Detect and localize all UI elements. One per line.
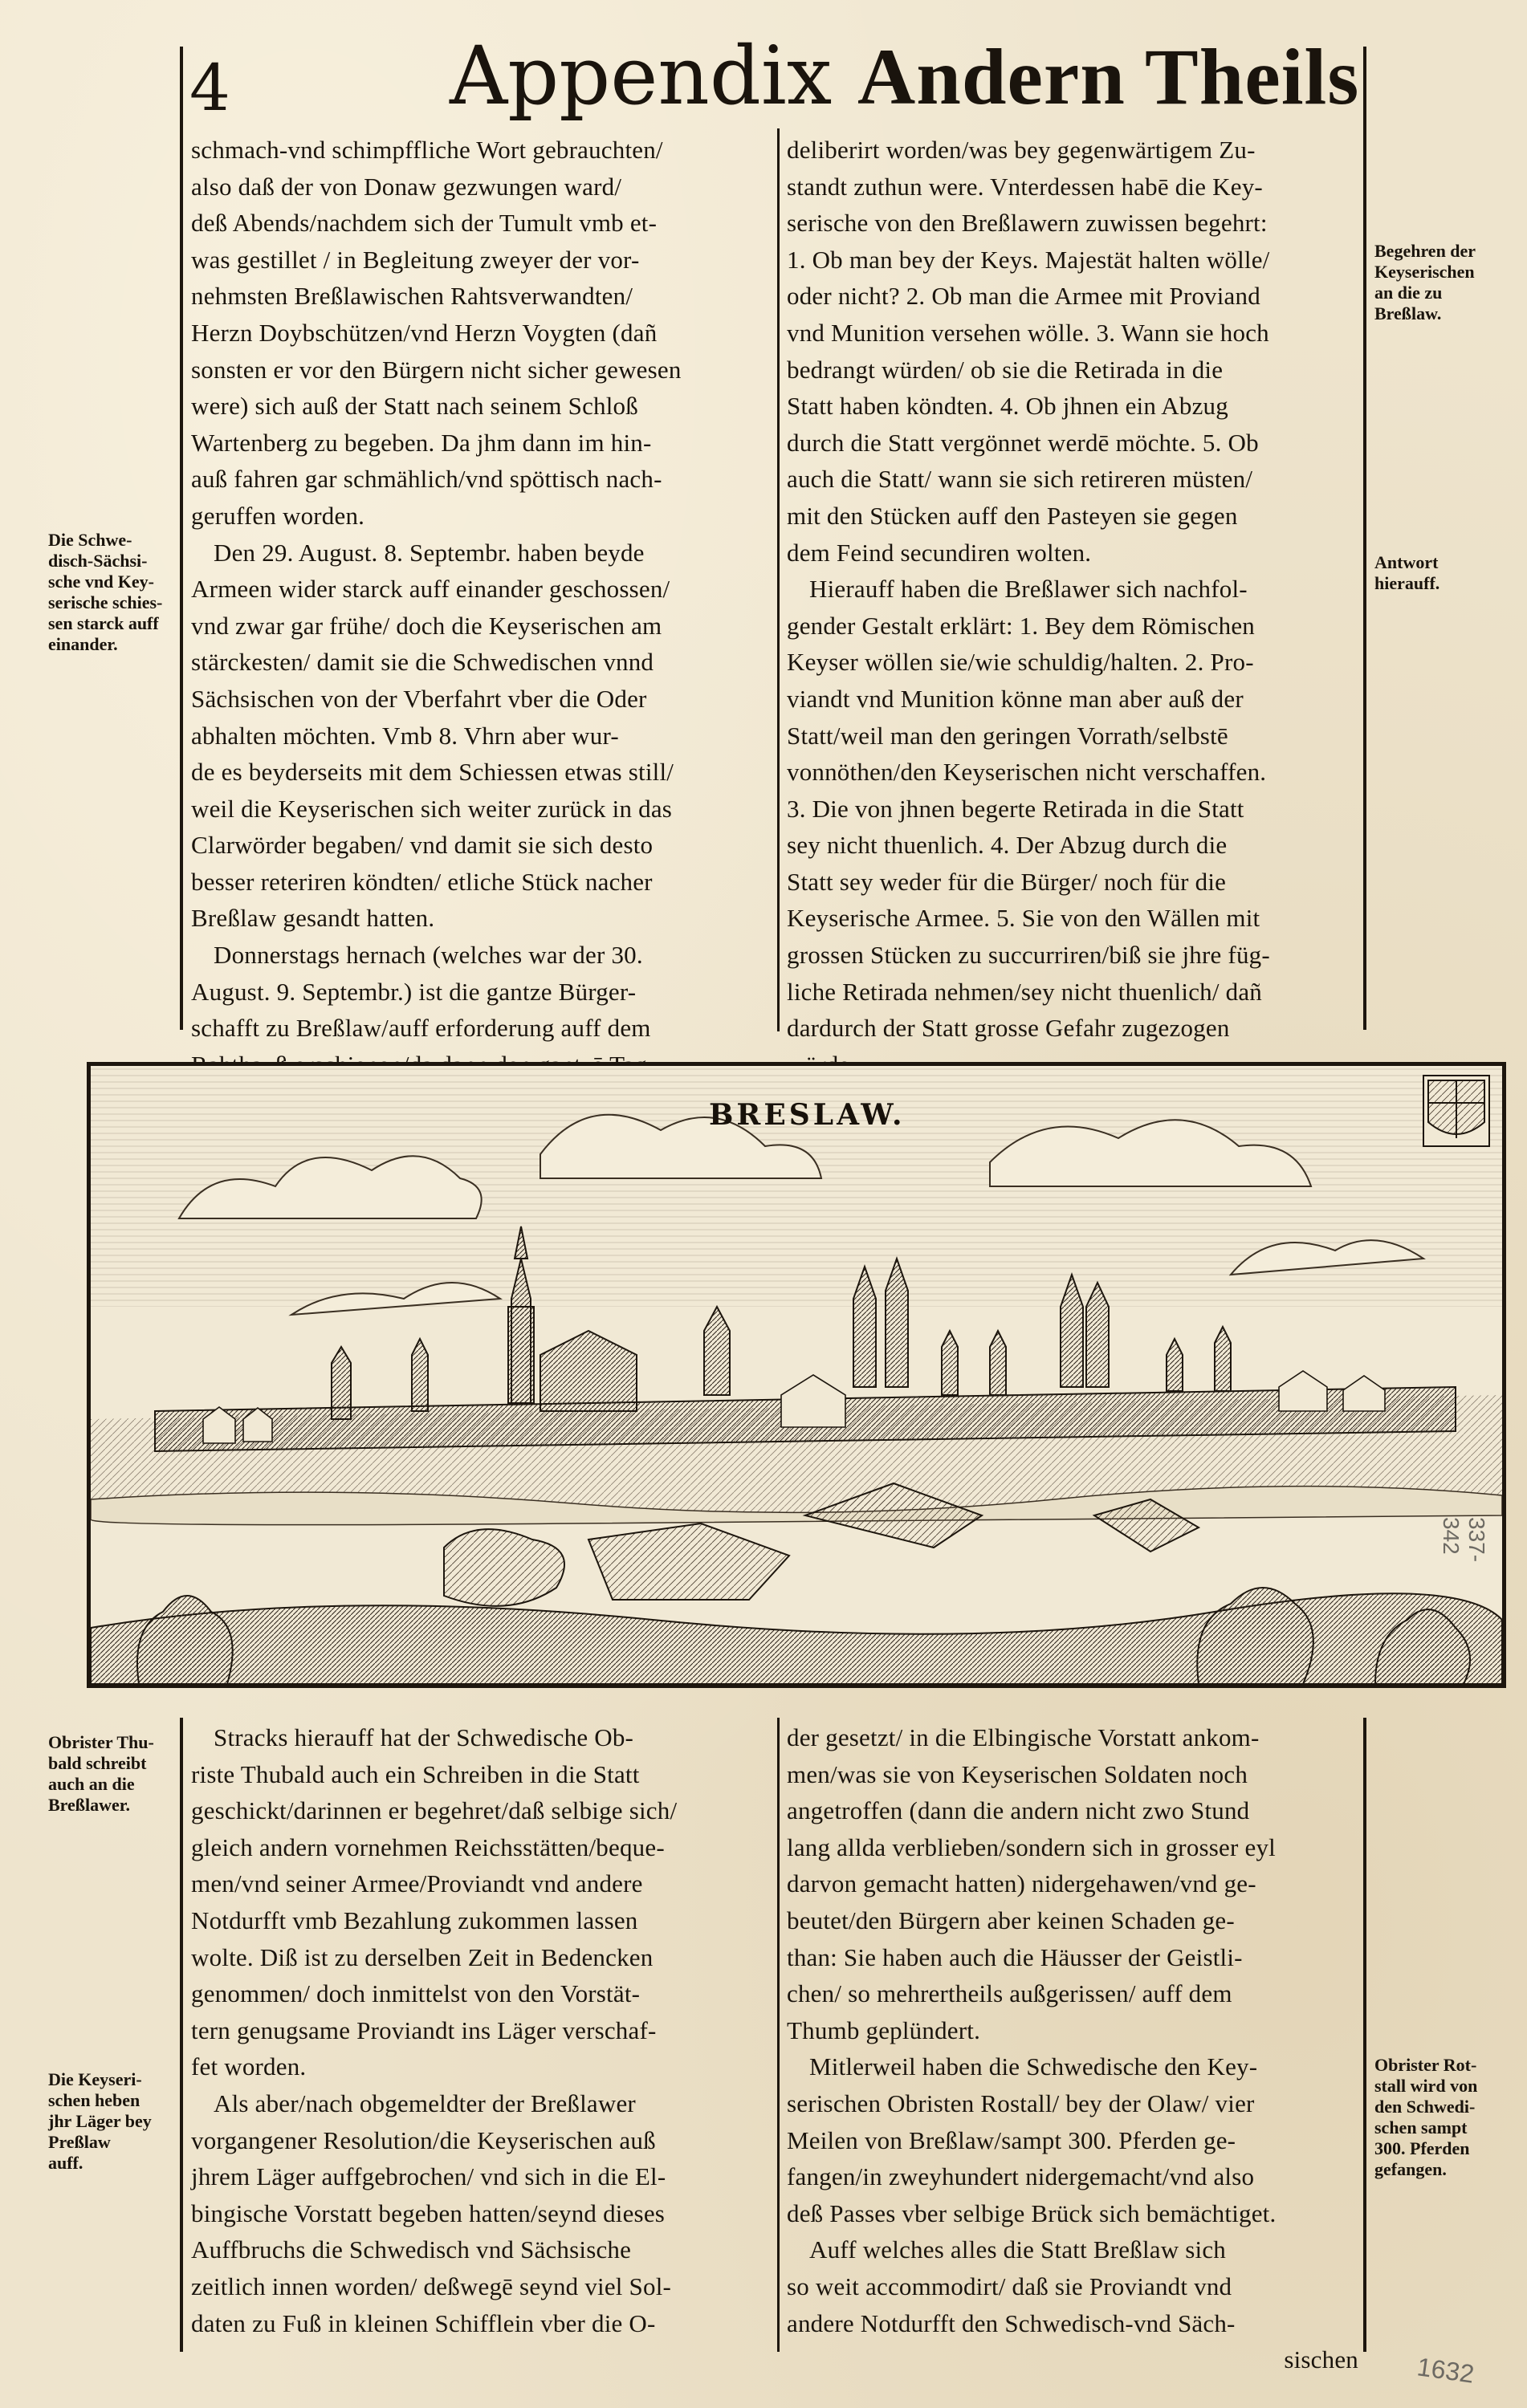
text-line: grossen Stücken zu succurriren/biß sie jhre füg-	[787, 941, 1270, 970]
text-line: Mitlerweil haben die Schwedische den Key-	[809, 2052, 1258, 2081]
text-line: Den 29. August. 8. Septembr. haben beyde	[214, 538, 645, 567]
text-line: daten zu Fuß in kleinen Schifflein vber die O-	[191, 2308, 656, 2337]
text-line: Als aber/nach obgemeldter der Breßlawer	[214, 2089, 636, 2117]
text-line: der gesetzt/ in die Elbingische Vorstatt ankom-	[787, 1723, 1260, 1751]
text-line: weil die Keyserischen sich weiter zurück in das	[191, 794, 673, 823]
text-line: nehmsten Breßlawischen Rahtsverwandten/	[191, 282, 633, 311]
text-line: men/was sie von Keyserischen Soldaten noch	[787, 1759, 1248, 1788]
text-line: Meilen von Breßlaw/sampt 300. Pferden ge-	[787, 2125, 1236, 2154]
text-line: Stracks hierauff hat der Schwedische Ob-	[214, 1723, 634, 1751]
note-line: Die Schwe-	[48, 530, 132, 550]
text-line: so weit accommodirt/ daß sie Proviandt vnd	[787, 2272, 1232, 2300]
note-line: Begehren der	[1374, 241, 1476, 261]
engraving-title: BRESLAW.	[709, 1098, 906, 1132]
text-line: Keyserische Armee. 5. Sie von den Wällen mit	[787, 904, 1260, 933]
note-line: Breßlawer.	[48, 1795, 131, 1815]
text-line: jhrem Läger auffgebrochen/ vnd sich in die El-	[191, 2162, 666, 2191]
note-line: hierauff.	[1374, 573, 1440, 593]
text-line: Statt haben köndten. 4. Ob jhnen ein Abzug	[787, 392, 1228, 421]
text-line: Hierauff haben die Breßlawer sich nachfol-	[809, 575, 1248, 604]
text-line: deß Passes vber selbige Brück sich bemächtiget.	[787, 2199, 1277, 2227]
margin-note-thubald	[48, 1732, 154, 1816]
text-line: oder nicht? 2. Ob man die Armee mit Proviand	[787, 282, 1260, 311]
note-line: den Schwedi-	[1374, 2097, 1476, 2117]
text-line: Wartenberg zu begeben. Da jhm dann im hin-	[191, 428, 652, 457]
text-line: mit den Stücken auff den Pasteyen sie gegen	[787, 501, 1238, 530]
note-line: Die Keyseri-	[48, 2069, 142, 2089]
note-line: gefangen.	[1374, 2159, 1447, 2179]
text-line: auß fahren gar schmählich/vnd spöttisch nach-	[191, 465, 662, 494]
top-right-column	[787, 132, 1358, 1083]
text-line: genommen/ doch inmittelst von den Vorstät-	[191, 1979, 641, 2008]
text-line: gender Gestalt erklärt: 1. Bey dem Römischen	[787, 611, 1255, 640]
left-border-rule-bottom	[180, 1718, 183, 2352]
text-line: was gestillet / in Begleitung zweyer der vor-	[191, 245, 640, 274]
margin-note-imperial-camp	[48, 2069, 152, 2174]
text-line: wolte. Diß ist zu derselben Zeit in Bedencken	[191, 1942, 654, 1971]
note-line: schen heben	[48, 2090, 140, 2110]
coat-of-arms	[1423, 1076, 1489, 1146]
text-line: sey nicht thuenlich. 4. Der Abzug durch die	[787, 831, 1228, 860]
text-line: chen/ so mehrertheils außgerissen/ auff dem	[787, 1979, 1232, 2008]
text-line: auch die Statt/ wann sie sich retireren müsten/	[787, 465, 1253, 494]
text-line: stärckesten/ damit sie die Schwedischen vnnd	[191, 648, 654, 677]
text-line: serische von den Breßlawern zuwissen begehrt:	[787, 209, 1268, 238]
margin-note-demands	[1374, 241, 1476, 324]
text-line: Keyser wöllen sie/wie schuldig/halten. 2. Pro-	[787, 648, 1254, 677]
text-line: liche Retirada nehmen/sey nicht thuenlich/ dañ	[787, 977, 1262, 1006]
text-line: Auff welches alles die Statt Breßlaw sich	[809, 2235, 1226, 2264]
text-line: geschickt/darinnen er begehret/daß selbige sich/	[191, 1796, 678, 1825]
text-line: andere Notdurfft den Schwedisch-vnd Säch-	[787, 2308, 1236, 2337]
pencil-mark-right: 337-342	[1439, 1517, 1489, 1563]
text-line: zeitlich innen worden/ deßwegē seynd viel Sol-	[191, 2272, 672, 2300]
margin-note-rotstall	[1374, 2055, 1477, 2180]
note-line: Preßlaw	[48, 2132, 111, 2152]
city-view-illustration	[91, 1066, 1502, 1684]
text-line: bingische Vorstatt begeben hatten/seynd dieses	[191, 2199, 666, 2227]
text-line: schafft zu Breßlaw/auff erforderung auff dem	[191, 1014, 651, 1043]
note-line: Obrister Thu-	[48, 1732, 154, 1752]
bottom-right-column	[787, 1719, 1358, 2378]
note-line: bald schreibt	[48, 1753, 147, 1773]
text-line: riste Thubald auch ein Schreiben in die Statt	[191, 1759, 640, 1788]
bottom-left-column	[191, 1719, 771, 2341]
text-line: viandt vnd Munition könne man aber auß der	[787, 684, 1244, 713]
text-line: Donnerstags hernach (welches war der 30.	[214, 941, 643, 970]
margin-note-shooting	[48, 530, 162, 655]
note-line: Breßlaw.	[1374, 303, 1442, 323]
right-border-rule	[1363, 47, 1366, 1030]
text-line: fangen/in zweyhundert nidergemacht/vnd also	[787, 2162, 1255, 2191]
note-line: schen sampt	[1374, 2117, 1468, 2138]
text-line: Armeen wider starck auff einander geschossen/	[191, 575, 670, 604]
note-line: Antwort	[1374, 552, 1439, 572]
center-rule-top	[777, 128, 780, 1031]
text-line: 3. Die von jhnen begerte Retirada in die Statt	[787, 794, 1244, 823]
text-line: beutet/den Bürgern aber keinen Schaden ge-	[787, 1906, 1235, 1934]
note-line: an die zu	[1374, 283, 1443, 303]
text-line: Breßlaw gesandt hatten.	[191, 904, 435, 933]
note-line: einander.	[48, 634, 118, 654]
text-line: schmach-vnd schimpffliche Wort gebrauchten/	[191, 136, 663, 164]
note-line: disch-Sächsi-	[48, 551, 148, 571]
top-left-column	[191, 132, 771, 1083]
header-latin: Appendix	[450, 29, 833, 123]
text-line: Herzn Doybschützen/vnd Herzn Voygten (dañ	[191, 318, 658, 347]
text-line: vnd Munition versehen wölle. 3. Wann sie hoch	[787, 318, 1269, 347]
text-line: Thumb geplündert.	[787, 2015, 981, 2044]
text-line: bedrangt würden/ ob sie die Retirada in die	[787, 355, 1224, 384]
text-line: Notdurfft vmb Bezahlung zukommen lassen	[191, 1906, 638, 1934]
text-line: Auffbruchs die Schwedisch vnd Sächsische	[191, 2235, 632, 2264]
text-line: standt zuthun were. Vnterdessen habē die Key-	[787, 172, 1263, 201]
note-line: auff.	[48, 2153, 83, 2173]
note-line: auch an die	[48, 1774, 135, 1794]
text-line: deliberirt worden/was bey gegenwärtigem Zu-	[787, 136, 1256, 164]
text-line: abhalten möchten. Vmb 8. Vhrn aber wur-	[191, 721, 619, 750]
text-line: than: Sie haben auch die Häusser der Geistli-	[787, 1942, 1243, 1971]
text-line: Clarwörder begaben/ vnd damit sie sich desto	[191, 831, 654, 860]
text-line: deß Abends/nachdem sich der Tumult vmb et-	[191, 209, 658, 238]
note-line: jhr Läger bey	[48, 2111, 152, 2131]
text-line: geruffen worden.	[191, 501, 365, 530]
text-line: lang allda verblieben/sondern sich in grosser eyl	[787, 1832, 1276, 1861]
right-border-rule-bottom	[1363, 1718, 1366, 2352]
text-line: vorgangener Resolution/die Keyserischen auß	[191, 2125, 656, 2154]
left-border-rule	[180, 47, 183, 1030]
text-line: sonsten er vor den Bürgern nicht sicher gewesen	[191, 355, 682, 384]
note-line: 300. Pferden	[1374, 2138, 1470, 2158]
text-line: darvon gemacht hatten) nidergehawen/vnd ge-	[787, 1869, 1256, 1898]
text-line: serischen Obristen Rostall/ bey der Olaw/ vier	[787, 2089, 1255, 2117]
text-line: angetroffen (dann die andern nicht zwo Stund	[787, 1796, 1250, 1825]
breslau-engraving	[87, 1062, 1506, 1688]
text-line: de es beyderseits mit dem Schiessen etwas still/	[191, 758, 674, 787]
text-line: men/vnd seiner Armee/Proviandt vnd andere	[191, 1869, 643, 1898]
page-header	[450, 29, 1360, 123]
text-line: durch die Statt vergönnet werdē möchte. 5. Ob	[787, 428, 1259, 457]
text-line: August. 9. Septembr.) ist die gantze Bürger-	[191, 977, 637, 1006]
text-line: Statt sey weder für die Bürger/ noch für die	[787, 867, 1227, 896]
text-line: gleich andern vornehmen Reichsstätten/beque-	[191, 1832, 665, 1861]
text-line: Statt/weil man den geringen Vorrath/selbstē	[787, 721, 1228, 750]
center-rule-bottom	[777, 1718, 780, 2352]
text-line: Sächsischen von der Vberfahrt vber die Oder	[191, 684, 647, 713]
text-line: vonnöthen/den Keyserischen nicht verschaffen.	[787, 758, 1267, 787]
text-line: dem Feind secundiren wolten.	[787, 538, 1092, 567]
margin-note-answer	[1374, 552, 1439, 594]
text-line: also daß der von Donaw gezwungen ward/	[191, 172, 622, 201]
note-line: Keyserischen	[1374, 262, 1475, 282]
text-line: 1. Ob man bey der Keys. Majestät halten wölle/	[787, 245, 1270, 274]
text-line: fet worden.	[191, 2052, 307, 2081]
note-line: serische schies-	[48, 592, 163, 612]
note-line: sen starck auff	[48, 613, 159, 633]
text-line: besser reteriren köndten/ etliche Stück nacher	[191, 867, 653, 896]
text-line: were) sich auß der Statt nach seinem Schloß	[191, 392, 638, 421]
text-line: tern genugsame Proviandt ins Läger verschaf-	[191, 2015, 657, 2044]
text-line: dardurch der Statt grosse Gefahr zugezogen	[787, 1014, 1230, 1043]
pencil-mark-bottom: 1632	[1415, 2352, 1476, 2389]
text-line: vnd zwar gar frühe/ doch die Keyserischen am	[191, 611, 662, 640]
note-line: Obrister Rot-	[1374, 2055, 1477, 2075]
header-fraktur: Andern Theils	[857, 32, 1360, 121]
note-line: stall wird von	[1374, 2076, 1478, 2096]
catchword: sischen	[1284, 2345, 1358, 2374]
note-line: sche vnd Key-	[48, 571, 154, 592]
page-number: 4	[189, 51, 230, 125]
